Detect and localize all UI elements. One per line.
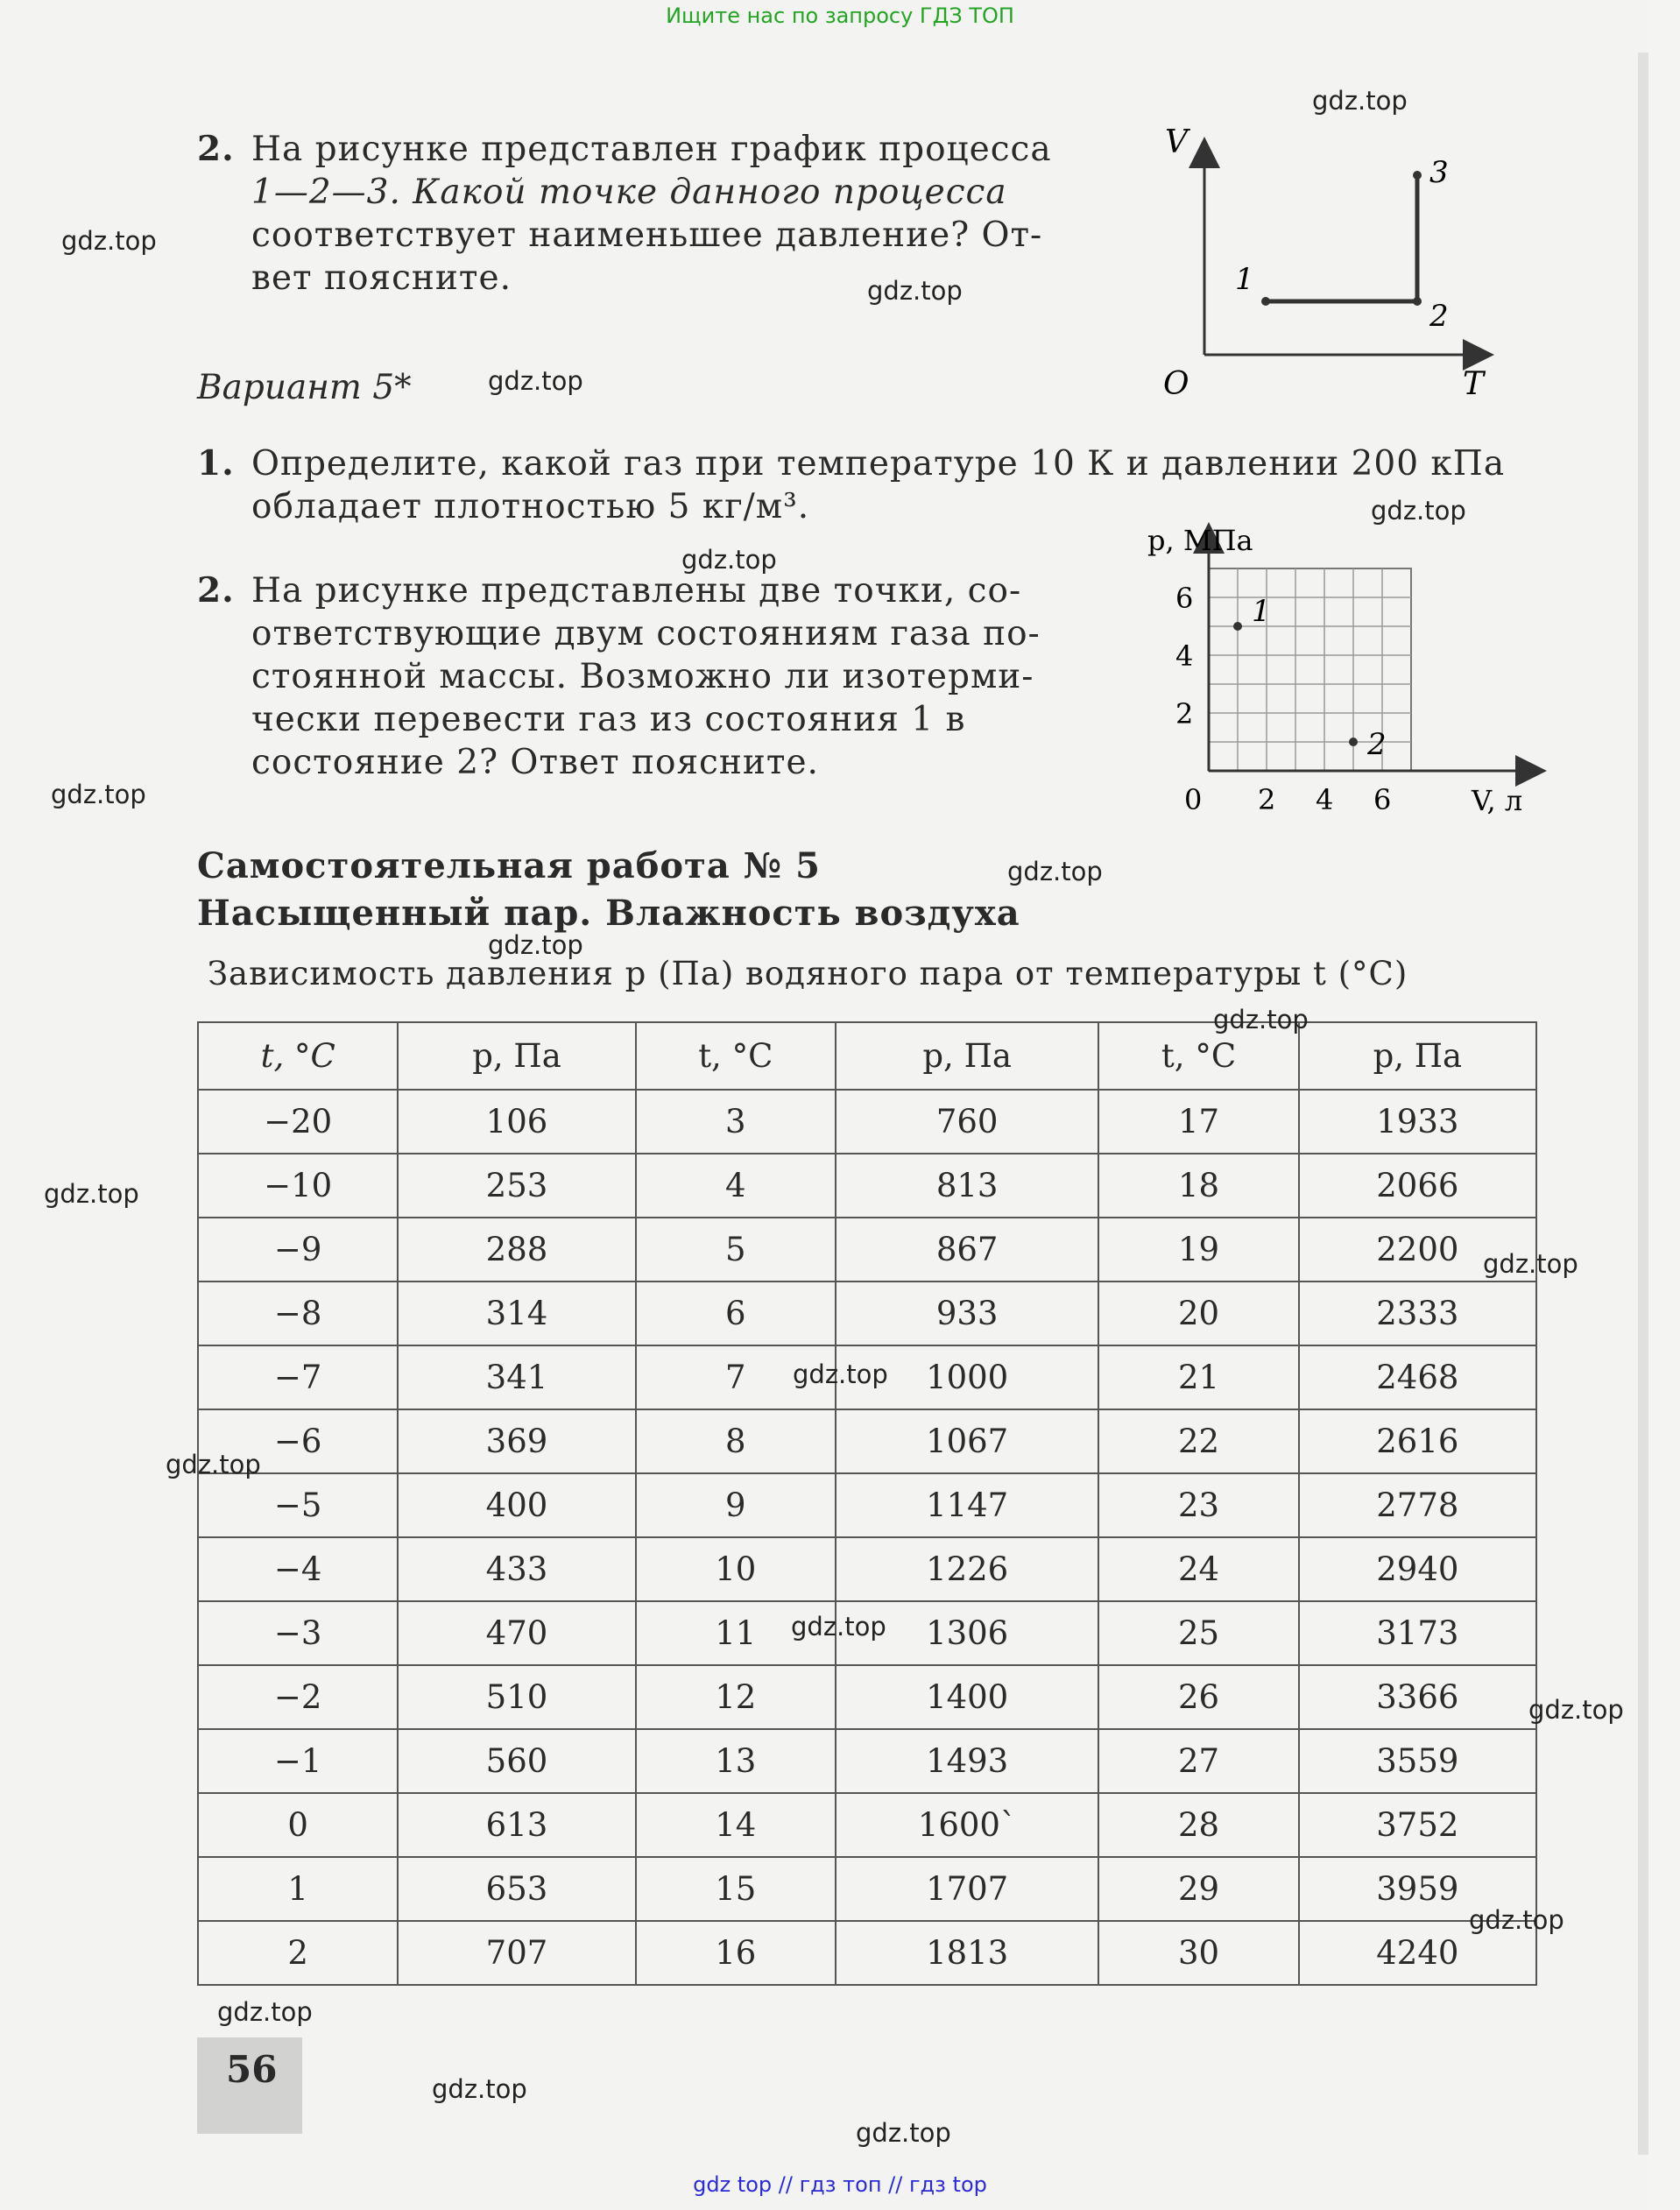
cell-temperature: −4 — [198, 1537, 398, 1601]
cell-temperature: 23 — [1098, 1473, 1298, 1537]
cell-temperature: −20 — [198, 1090, 398, 1154]
point-3 — [1413, 171, 1422, 180]
data-point-1 — [1233, 622, 1242, 631]
cell-temperature: 17 — [1098, 1090, 1298, 1154]
cell-temperature: 8 — [636, 1409, 836, 1473]
header-t: t, °С — [198, 1022, 398, 1090]
work-subtitle: Насыщенный пар. Влажность воздуха — [197, 893, 1020, 934]
table-row — [198, 1729, 1536, 1793]
vapor-pressure-table — [197, 1021, 1537, 1986]
cell-temperature: 24 — [1098, 1537, 1298, 1601]
cell-pressure: 867 — [836, 1218, 1098, 1282]
point-3-label: 3 — [1429, 155, 1449, 190]
cell-temperature: 7 — [636, 1345, 836, 1409]
watermark: gdz.top — [856, 2118, 951, 2148]
header-t: t, °С — [636, 1022, 836, 1090]
cell-temperature: 14 — [636, 1793, 836, 1857]
page-edge — [1638, 53, 1648, 2155]
watermark: gdz.top — [488, 930, 583, 960]
data-point-label: 1 — [1252, 594, 1271, 629]
watermark: gdz.top — [1528, 1695, 1624, 1725]
cell-temperature: 25 — [1098, 1601, 1298, 1665]
variant-title: Вариант 5* — [197, 368, 412, 407]
data-point-2 — [1349, 738, 1358, 746]
cell-temperature: 6 — [636, 1282, 836, 1345]
cell-temperature: 16 — [636, 1921, 836, 1985]
table-row — [198, 1409, 1536, 1473]
cell-pressure: 813 — [836, 1154, 1098, 1218]
task-2-line: стоянной массы. Возможно ли изотерми- — [251, 657, 1034, 696]
cell-pressure: 510 — [398, 1665, 635, 1729]
cell-pressure: 1226 — [836, 1537, 1098, 1601]
top-banner[interactable]: Ищите нас по запросу ГДЗ ТОП — [666, 4, 1014, 28]
cell-pressure: 2333 — [1299, 1282, 1536, 1345]
point-2-label: 2 — [1429, 299, 1449, 334]
watermark: gdz.top — [791, 1612, 886, 1642]
cell-pressure: 1400 — [836, 1665, 1098, 1729]
work-title: Самостоятельная работа № 5 — [197, 845, 821, 886]
cell-temperature: −1 — [198, 1729, 398, 1793]
task-2-line: состояние 2? Ответ поясните. — [251, 743, 819, 782]
task-2-line: ответствующие двум состояниям газа по- — [251, 614, 1041, 653]
v-axis-label: V — [1165, 124, 1188, 160]
cell-pressure: 1493 — [836, 1729, 1098, 1793]
cell-pressure: 400 — [398, 1473, 635, 1537]
cell-pressure: 433 — [398, 1537, 635, 1601]
cell-pressure: 1147 — [836, 1473, 1098, 1537]
page-number: 56 — [226, 2048, 278, 2091]
pv-chart — [1139, 517, 1550, 832]
cell-pressure: 369 — [398, 1409, 635, 1473]
cell-pressure: 2468 — [1299, 1345, 1536, 1409]
header-t: t, °С — [1098, 1022, 1298, 1090]
cell-temperature: 15 — [636, 1857, 836, 1921]
cell-pressure: 707 — [398, 1921, 635, 1985]
cell-temperature: −8 — [198, 1282, 398, 1345]
cell-pressure: 3559 — [1299, 1729, 1536, 1793]
cell-pressure: 933 — [836, 1282, 1098, 1345]
cell-temperature: 28 — [1098, 1793, 1298, 1857]
watermark: gdz.top — [51, 780, 146, 809]
cell-temperature: −5 — [198, 1473, 398, 1537]
cell-temperature: −9 — [198, 1218, 398, 1282]
chart-y-label: p, МПа — [1147, 524, 1253, 557]
task-prev-line: соответствует наименьшее давление? От- — [251, 215, 1043, 255]
chart-x-label: V, л — [1472, 784, 1523, 817]
task-2-line: На рисунке представлены две точки, со- — [251, 571, 1022, 611]
y-tick-label: 4 — [1175, 639, 1194, 673]
cell-temperature: 29 — [1098, 1857, 1298, 1921]
cell-pressure: 4240 — [1299, 1921, 1536, 1985]
cell-temperature: 5 — [636, 1218, 836, 1282]
x-tick-label: 6 — [1373, 783, 1392, 816]
task-1-number: 1. — [197, 443, 235, 484]
cell-temperature: 0 — [198, 1793, 398, 1857]
vt-graph — [1139, 123, 1507, 412]
task-2-number: 2. — [197, 570, 235, 611]
cell-pressure: 1813 — [836, 1921, 1098, 1985]
cell-temperature: 27 — [1098, 1729, 1298, 1793]
task-2-line: чески перевести газ из состояния 1 в — [251, 700, 966, 739]
watermark: gdz.top — [681, 545, 777, 575]
table-header-row — [198, 1022, 1536, 1090]
point-1-label: 1 — [1235, 262, 1254, 297]
point-1 — [1261, 297, 1270, 306]
cell-pressure: 253 — [398, 1154, 635, 1218]
cell-pressure: 106 — [398, 1090, 635, 1154]
watermark: gdz.top — [1007, 857, 1103, 886]
y-tick-label: 6 — [1175, 582, 1194, 615]
table-caption: Зависимость давления p (Па) водяного пара от температуры t (°С) — [208, 955, 1408, 992]
cell-temperature: 3 — [636, 1090, 836, 1154]
task-prev-line: 1—2—3. Какой точке данного процесса — [251, 173, 1007, 212]
cell-pressure: 560 — [398, 1729, 635, 1793]
watermark: gdz.top — [1469, 1905, 1564, 1935]
task-prev-line: На рисунке представлен график процесса — [251, 130, 1052, 169]
cell-pressure: 2778 — [1299, 1473, 1536, 1537]
cell-temperature: 20 — [1098, 1282, 1298, 1345]
watermark: gdz.top — [432, 2074, 527, 2104]
cell-pressure: 470 — [398, 1601, 635, 1665]
table-row — [198, 1282, 1536, 1345]
cell-pressure: 288 — [398, 1218, 635, 1282]
table-row — [198, 1154, 1536, 1218]
task-prev-line: вет поясните. — [251, 258, 512, 298]
task-1-line: Определите, какой газ при температуре 10 К и давлении 200 кПа — [251, 444, 1506, 484]
cell-pressure: 1306 — [836, 1601, 1098, 1665]
cell-temperature: 10 — [636, 1537, 836, 1601]
task-prev-text — [251, 128, 1052, 300]
cell-temperature: 4 — [636, 1154, 836, 1218]
data-point-label: 2 — [1367, 727, 1387, 762]
cell-temperature: 11 — [636, 1601, 836, 1665]
cell-pressure: 760 — [836, 1090, 1098, 1154]
watermark: gdz.top — [166, 1450, 261, 1479]
t-axis-label: T — [1463, 366, 1485, 402]
watermark: gdz.top — [867, 276, 963, 306]
cell-pressure: 2616 — [1299, 1409, 1536, 1473]
cell-temperature: 18 — [1098, 1154, 1298, 1218]
cell-pressure: 2066 — [1299, 1154, 1536, 1218]
cell-temperature: −10 — [198, 1154, 398, 1218]
task-prev-number: 2. — [197, 129, 235, 169]
cell-temperature: 26 — [1098, 1665, 1298, 1729]
x-tick-label: 2 — [1258, 783, 1276, 816]
cell-pressure: 341 — [398, 1345, 635, 1409]
origin-label: O — [1163, 366, 1189, 402]
table-body — [198, 1090, 1536, 1985]
cell-pressure: 3959 — [1299, 1857, 1536, 1921]
cell-pressure: 2940 — [1299, 1537, 1536, 1601]
cell-temperature: −2 — [198, 1665, 398, 1729]
cell-temperature: 22 — [1098, 1409, 1298, 1473]
cell-pressure: 1707 — [836, 1857, 1098, 1921]
table-row — [198, 1090, 1536, 1154]
watermark: gdz.top — [1213, 1005, 1309, 1034]
table-row — [198, 1537, 1536, 1601]
cell-temperature: 13 — [636, 1729, 836, 1793]
table-row — [198, 1793, 1536, 1857]
watermark: gdz.top — [1371, 496, 1466, 526]
task-2-text — [251, 569, 1041, 784]
task-1-text — [251, 442, 1505, 528]
task-1-line: обладает плотностью 5 кг/м³. — [251, 487, 810, 526]
cell-pressure: 613 — [398, 1793, 635, 1857]
header-p: p, Па — [836, 1022, 1098, 1090]
chart-points — [1233, 594, 1387, 762]
watermark: gdz.top — [1483, 1249, 1578, 1279]
table-row — [198, 1665, 1536, 1729]
table-row — [198, 1921, 1536, 1985]
watermark: gdz.top — [488, 366, 583, 396]
watermark: gdz.top — [793, 1359, 888, 1389]
bottom-banner[interactable]: gdz top // гдз топ // гдз top — [693, 2172, 987, 2197]
cell-pressure: 3173 — [1299, 1601, 1536, 1665]
table-row — [198, 1473, 1536, 1537]
x-tick-label: 4 — [1316, 783, 1334, 816]
cell-temperature: −7 — [198, 1345, 398, 1409]
cell-pressure: 1600` — [836, 1793, 1098, 1857]
watermark: gdz.top — [1312, 86, 1408, 116]
cell-temperature: 30 — [1098, 1921, 1298, 1985]
cell-temperature: 1 — [198, 1857, 398, 1921]
cell-temperature: 12 — [636, 1665, 836, 1729]
x-tick-label: 0 — [1184, 783, 1203, 816]
table-row — [198, 1218, 1536, 1282]
cell-temperature: −3 — [198, 1601, 398, 1665]
watermark: gdz.top — [61, 226, 157, 256]
cell-pressure: 653 — [398, 1857, 635, 1921]
cell-temperature: −6 — [198, 1409, 398, 1473]
cell-pressure: 1933 — [1299, 1090, 1536, 1154]
header-p: p, Па — [398, 1022, 635, 1090]
cell-pressure: 1000 — [836, 1345, 1098, 1409]
cell-temperature: 19 — [1098, 1218, 1298, 1282]
cell-temperature: 2 — [198, 1921, 398, 1985]
table-row — [198, 1857, 1536, 1921]
y-tick-label: 2 — [1175, 697, 1194, 731]
cell-temperature: 21 — [1098, 1345, 1298, 1409]
cell-pressure: 3366 — [1299, 1665, 1536, 1729]
cell-pressure: 1067 — [836, 1409, 1098, 1473]
task-2 — [197, 569, 1091, 788]
cell-pressure: 2200 — [1299, 1218, 1536, 1282]
cell-temperature: 9 — [636, 1473, 836, 1537]
point-2 — [1413, 297, 1422, 306]
watermark: gdz.top — [217, 1997, 313, 2027]
cell-pressure: 3752 — [1299, 1793, 1536, 1857]
watermark: gdz.top — [44, 1179, 139, 1209]
cell-pressure: 314 — [398, 1282, 635, 1345]
header-p: p, Па — [1299, 1022, 1536, 1090]
